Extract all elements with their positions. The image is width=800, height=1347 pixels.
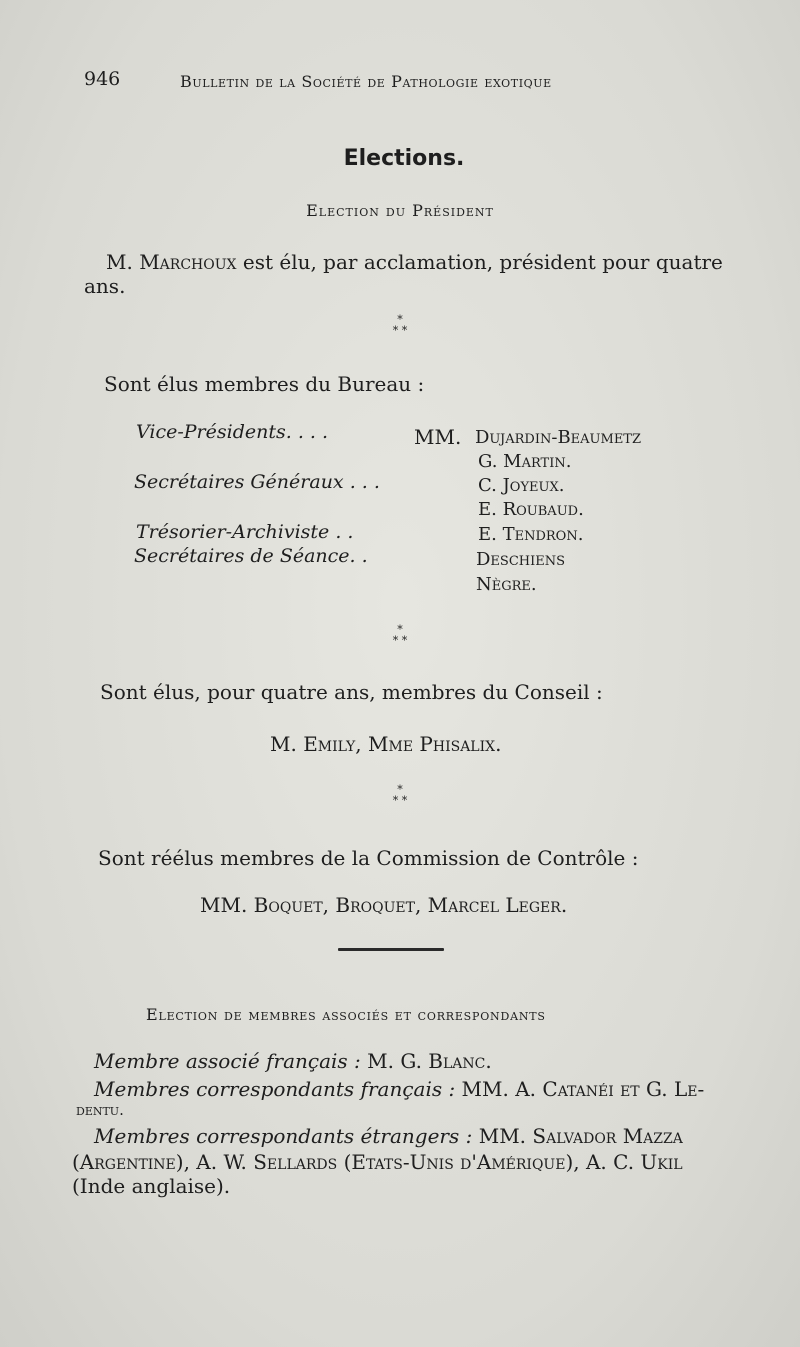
correspondants-etr-cont-1: (Argentine), A. W. Sellards (Etats-Unis d'Amérique), A. C. Ukil [72,1150,683,1174]
bureau-name: E. Tendron. [478,524,584,545]
controle-intro: Sont réélus membres de la Commission de Contrôle : [98,846,639,870]
associe-label: Membre associé français : [94,1049,361,1073]
running-header: Bulletin de la Société de Pathologie exotique [180,72,552,91]
page-number: 946 [84,68,121,90]
bureau-name: C. Joyeux. [478,475,565,496]
correspondants-etr-label: Membres correspondants étrangers : [94,1124,473,1148]
bureau-label-generaux: Secrétaires Généraux . . . [134,471,380,493]
asterism-1: * * * [392,313,408,337]
associe-names: M. G. Blanc. [360,1049,492,1073]
president-name: M. Marchoux [106,250,237,274]
conseil-intro: Sont élus, pour quatre ans, membres du Conseil : [100,680,603,704]
asterism-2: * * * [392,623,408,647]
associe-line [94,1049,492,1073]
bureau-mm: MM. [414,425,462,449]
bureau-name: G. Martin. [478,451,572,472]
bureau-label-vice: Vice-Présidents. . . . [136,421,329,443]
correspondants-etr-names: MM. Salvador Mazza [472,1124,683,1148]
bureau-label-tresorier: Trésorier-Archiviste . . [136,521,354,543]
separator-rule [338,948,444,951]
bureau-label-seance: Secrétaires de Séance. . [134,545,368,567]
bureau-name: E. Roubaud. [478,499,584,520]
president-line-1 [106,250,723,274]
associes-subheading: Election de membres associés et correspondants [146,1005,546,1024]
president-subheading: Election du Président [306,201,494,220]
bureau-name: Nègre. [476,574,537,595]
bureau-name: Dujardin-Beaumetz [475,427,642,448]
correspondants-fr-names: MM. A. Catanéi et G. Le- [455,1077,705,1101]
bureau-intro: Sont élus membres du Bureau : [104,372,425,396]
conseil-names: M. Emily, Mme Phisalix. [270,732,502,756]
section-heading: Elections. [343,146,465,171]
controle-names: MM. Boquet, Broquet, Marcel Leger. [200,893,568,917]
correspondants-fr-label: Membres correspondants français : [94,1077,456,1101]
correspondants-fr-line [94,1077,704,1101]
asterism-3: * * * [392,783,408,807]
president-text: est élu, par acclamation, président pour quatre [236,250,723,274]
correspondants-etr-line [94,1124,683,1148]
bureau-name: Deschiens [476,549,566,570]
correspondants-fr-cont: dentu. [76,1101,124,1119]
correspondants-etr-cont-2: (Inde anglaise). [72,1174,231,1198]
president-line-2: ans. [84,274,126,298]
